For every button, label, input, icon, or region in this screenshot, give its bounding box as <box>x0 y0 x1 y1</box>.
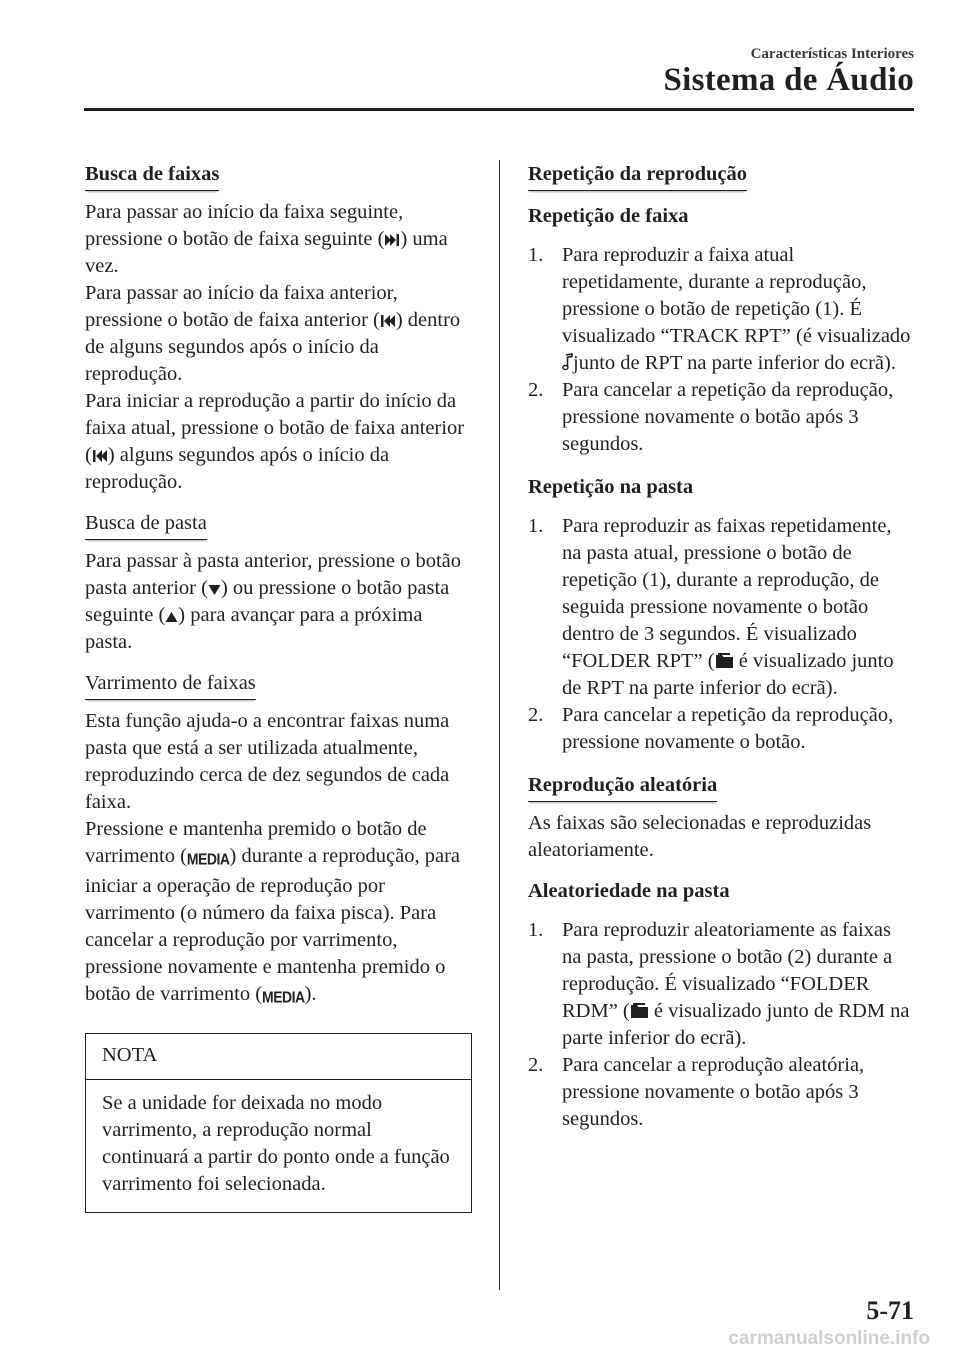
text: junto de RPT na parte inferior do ecrã). <box>573 352 896 374</box>
subheading-aleatoriedade: Aleatoriedade na pasta <box>528 880 730 902</box>
folder-up-icon <box>165 610 178 623</box>
list-item <box>528 917 914 1052</box>
list-item <box>528 242 914 377</box>
column-divider <box>499 160 500 1290</box>
subheading-repeticao-faixa: Repetição de faixa <box>528 205 689 227</box>
list-text: Para cancelar a repetição da reprodução, pressione novamente o botão após 3 segundos. <box>562 379 894 455</box>
note-box <box>85 1033 472 1213</box>
list <box>528 242 914 458</box>
text: ) alguns segundos após o início da reprodução. <box>85 444 390 493</box>
note-body: Se a unidade for deixada no modo varrimento, a reprodução normal continuará a partir do ponto onde a função varrimento foi selecionada. <box>102 1092 450 1195</box>
text: ) durante a reprodução, para iniciar a operação de reprodução por varrimento (o número da faixa pisca). Para cancelar a reprodução por varrimento, pressione novamente e mantenha premido o botão de varrimento ( <box>85 845 461 1005</box>
text: ) ou pressione o botão pasta seguinte ( <box>85 577 450 626</box>
paragraph <box>85 708 470 1011</box>
section-subtitle: Características Interiores <box>750 46 914 62</box>
text: Esta função ajuda-o a encontrar faixas numa pasta que está a ser utilizada atualmente, reproduzindo cerca de dez segundos de cada faixa. <box>85 710 450 813</box>
note-title: NOTA <box>86 1034 471 1080</box>
list-number: 2. <box>528 704 544 726</box>
list-item <box>528 1052 914 1133</box>
list <box>528 513 914 756</box>
list <box>528 917 914 1133</box>
folder-icon <box>630 1002 649 1019</box>
text: Para iniciar a reprodução a partir do início da faixa atual, pressione o botão de faixa anterior ( <box>85 390 465 466</box>
folder-down-icon <box>208 583 221 596</box>
list-item <box>528 513 914 702</box>
text: é visualizado junto de RPT na parte inferior do ecrã). <box>562 650 894 699</box>
watermark: carmanualsonline.info <box>728 1328 930 1349</box>
paragraph <box>85 548 470 656</box>
heading-aleatoria: Reprodução aleatória <box>528 772 717 802</box>
list-text <box>562 513 914 702</box>
text: ) uma vez. <box>85 228 448 277</box>
paragraph <box>85 199 470 496</box>
text: Para passar ao início da faixa seguinte, pressione o botão de faixa seguinte ( <box>85 201 404 250</box>
heading-varrimento: Varrimento de faixas <box>85 670 256 700</box>
left-column <box>85 161 470 1213</box>
page-number: 5-71 <box>866 1296 914 1325</box>
right-column <box>528 161 914 1149</box>
list-text: Para cancelar a repetição da reprodução, pressione novamente o botão. <box>562 704 894 753</box>
text: Para reproduzir a faixa atual repetidamente, durante a reprodução, pressione o botão de repetição (1). É visualizado “TRACK RPT” (é visualizado <box>562 244 911 347</box>
list-text <box>562 242 914 377</box>
folder-icon <box>715 652 734 669</box>
paragraph: As faixas são selecionadas e reproduzidas aleatoriamente. <box>528 812 872 861</box>
list-item <box>528 377 914 458</box>
list-number: 1. <box>528 919 544 941</box>
list-text <box>562 917 914 1052</box>
heading-busca-pasta: Busca de pasta <box>85 510 207 540</box>
chapter-title: Sistema de Áudio <box>663 62 914 98</box>
text: Para reproduzir aleatoriamente as faixas na pasta, pressione o botão (2) durante a reprodução. É visualizado “FOLDER RDM” ( <box>562 919 893 1022</box>
text: Pressione e mantenha premido o botão de varrimento ( <box>85 818 427 867</box>
header-divider <box>84 108 914 111</box>
text: Para passar à pasta anterior, pressione o botão pasta anterior ( <box>85 550 462 599</box>
subheading-repeticao-pasta: Repetição na pasta <box>528 476 694 498</box>
next-track-icon <box>384 233 400 247</box>
text: ) dentro de alguns segundos após o início da reprodução. <box>85 309 461 385</box>
text: Para reproduzir as faixas repetidamente, na pasta atual, pressione o botão de repetição (1), durante a reprodução, de seguida pressione novamente o botão dentro de 3 segundos. É visualizado “FOLDER RPT” ( <box>562 515 892 672</box>
text: é visualizado junto de RDM na parte inferior do ecrã). <box>562 1000 910 1049</box>
media-button-icon: MEDIA <box>186 849 230 869</box>
list-number: 1. <box>528 244 544 266</box>
heading-busca-faixas: Busca de faixas <box>85 161 219 191</box>
heading-repeticao: Repetição da reprodução <box>528 161 747 191</box>
text: Para passar ao início da faixa anterior, pressione o botão de faixa anterior ( <box>85 282 398 331</box>
list-number: 2. <box>528 1054 544 1076</box>
media-button-icon: MEDIA <box>262 987 305 1007</box>
list-item <box>528 702 914 756</box>
list-number: 1. <box>528 515 544 537</box>
music-note-icon <box>562 353 573 371</box>
text: ). <box>304 983 317 1005</box>
previous-track-icon <box>92 449 108 463</box>
list-text: Para cancelar a reprodução aleatória, pressione novamente o botão após 3 segundos. <box>562 1054 865 1130</box>
text: ) para avançar para a próxima pasta. <box>85 604 423 653</box>
previous-track-icon <box>380 314 396 328</box>
list-number: 2. <box>528 379 544 401</box>
